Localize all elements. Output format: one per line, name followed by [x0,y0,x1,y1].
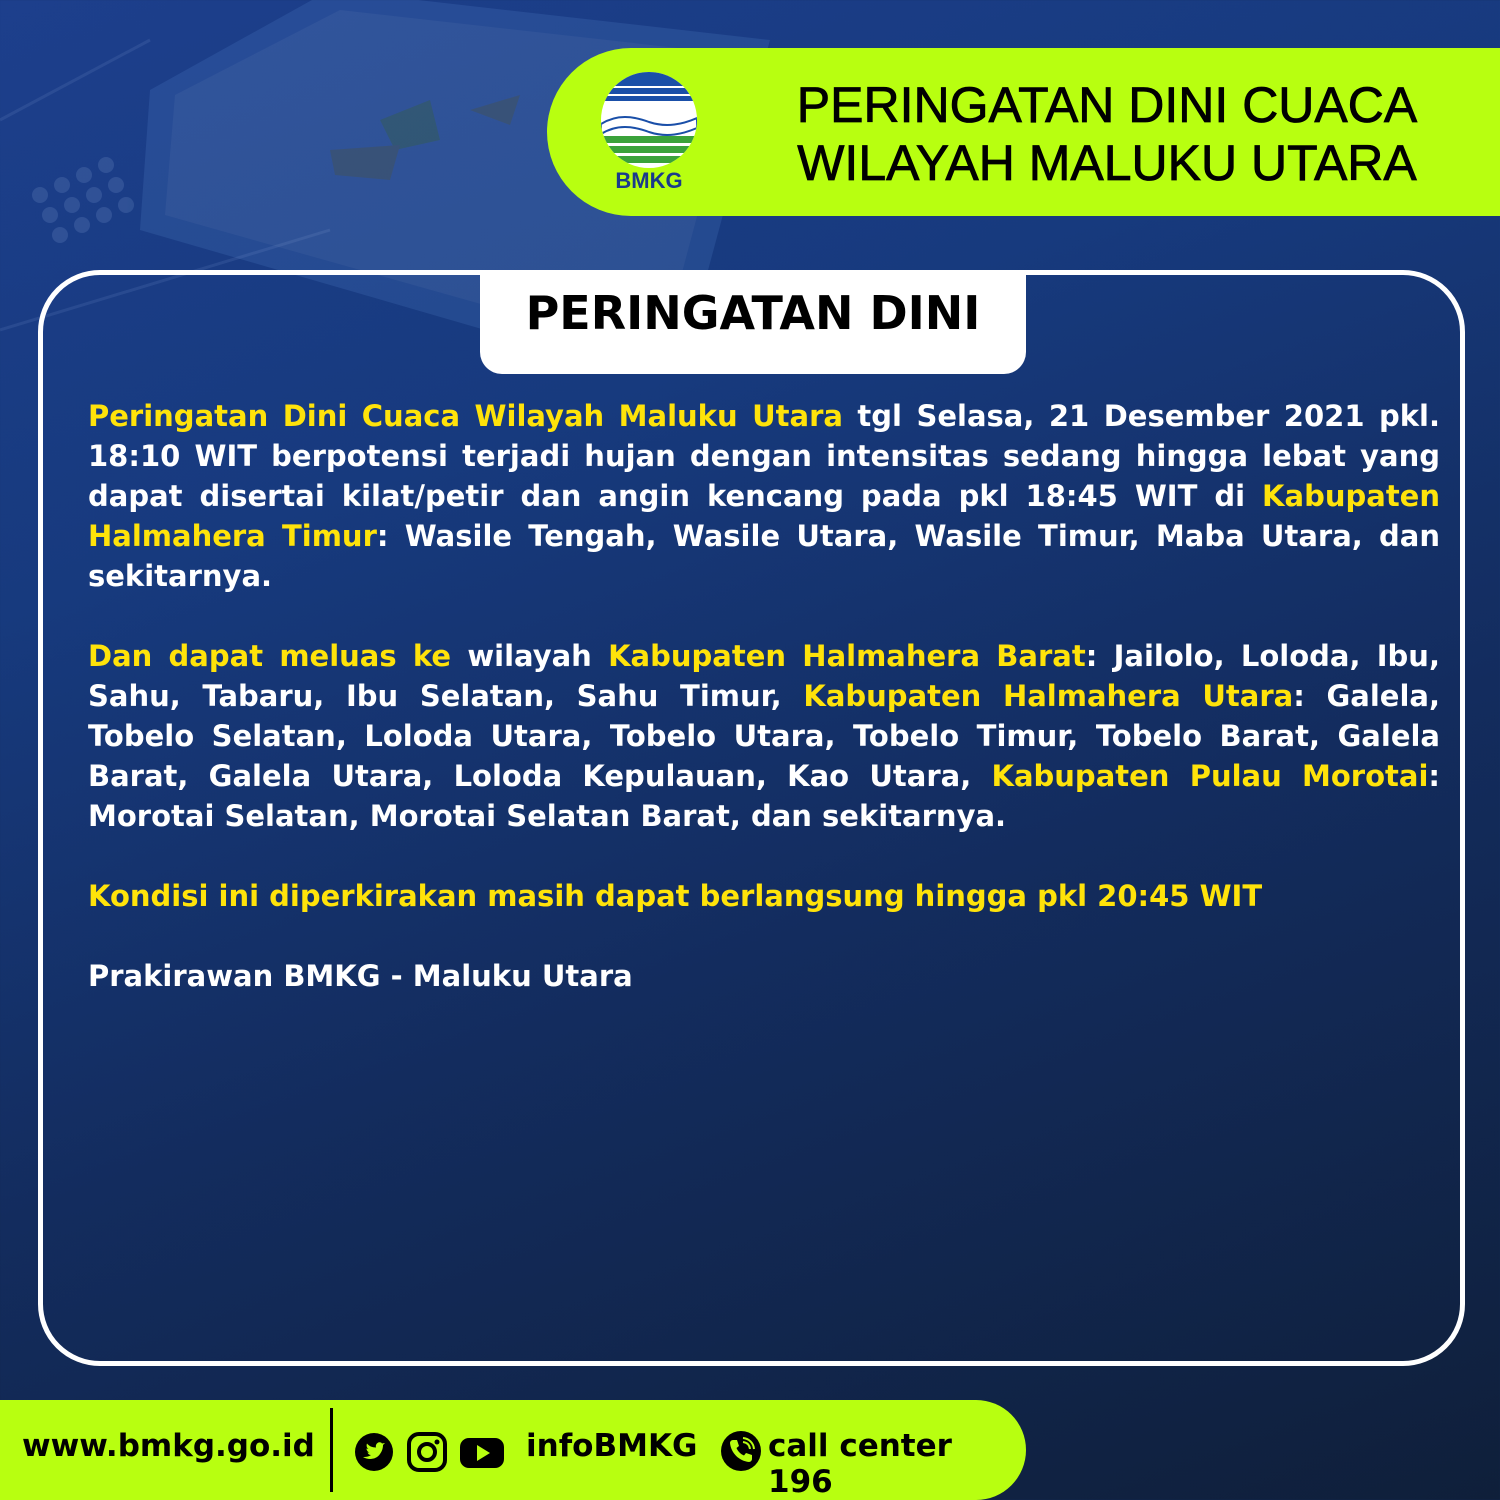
warning-paragraph-2 [88,636,1440,836]
highlight-text: Kabupaten Pulau Morotai [991,759,1429,793]
highlight-text: Peringatan Dini Cuaca Wilayah Maluku Utara [88,399,843,433]
body-text: : Jailolo, Loloda, Ibu, Sahu, Tabaru, Ibu Selatan, Sahu Timur, [88,639,1440,713]
header-banner [547,48,1500,216]
forecaster-signature: Prakirawan BMKG - Maluku Utara [88,959,633,993]
logo-text: BMKG [615,168,683,193]
body-text: tgl Selasa, 21 Desember 2021 pkl. 18:10 WIT berpotensi terjadi hujan dengan intensitas sedang hingga lebat yang dapat disertai kilat/petir dan angin kencang pada pkl 18:45 WIT di [88,399,1441,513]
twitter-icon[interactable] [352,1432,396,1472]
panel-title: PERINGATAN DINI [525,286,981,340]
warning-paragraph-1 [88,396,1440,596]
body-text: wilayah [451,639,609,673]
bmkg-logo [597,68,701,198]
call-center-text[interactable]: call center 196 [768,1428,952,1500]
warning-content [88,396,1440,1036]
highlight-text: Kabupaten Halmahera Barat [608,639,1086,673]
header-title-line2: WILAYAH MALUKU UTARA [797,135,1417,191]
youtube-icon[interactable] [460,1432,504,1472]
header-title [782,76,1432,192]
instagram-icon[interactable] [405,1432,449,1472]
body-text: : Galela, Tobelo Selatan, Loloda Utara, Tobelo Utara, Tobelo Timur, Tobelo Barat, Galela Barat, Galela Utara, Loloda Kepulauan, Kao Utara, [88,679,1440,793]
website-link[interactable]: www.bmkg.go.id [22,1428,315,1464]
highlight-text: Kabupaten Halmahera Utara [803,679,1294,713]
social-handle[interactable]: infoBMKG [526,1428,698,1464]
body-text: : Morotai Selatan, Morotai Selatan Barat, dan sekitarnya. [88,759,1441,833]
highlight-text: Kabupaten Halmahera Timur [88,479,1440,553]
body-text: : Wasile Tengah, Wasile Utara, Wasile Timur, Maba Utara, dan sekitarnya. [88,519,1440,593]
footer-bar [0,1400,1026,1500]
highlight-text: Dan dapat meluas ke [88,639,452,673]
header-title-line1: PERINGATAN DINI CUACA [796,77,1418,133]
footer-divider [330,1408,333,1492]
panel-tab [480,270,1026,374]
phone-icon [720,1430,762,1472]
duration-note: Kondisi ini diperkirakan masih dapat berlangsung hingga pkl 20:45 WIT [88,879,1263,913]
